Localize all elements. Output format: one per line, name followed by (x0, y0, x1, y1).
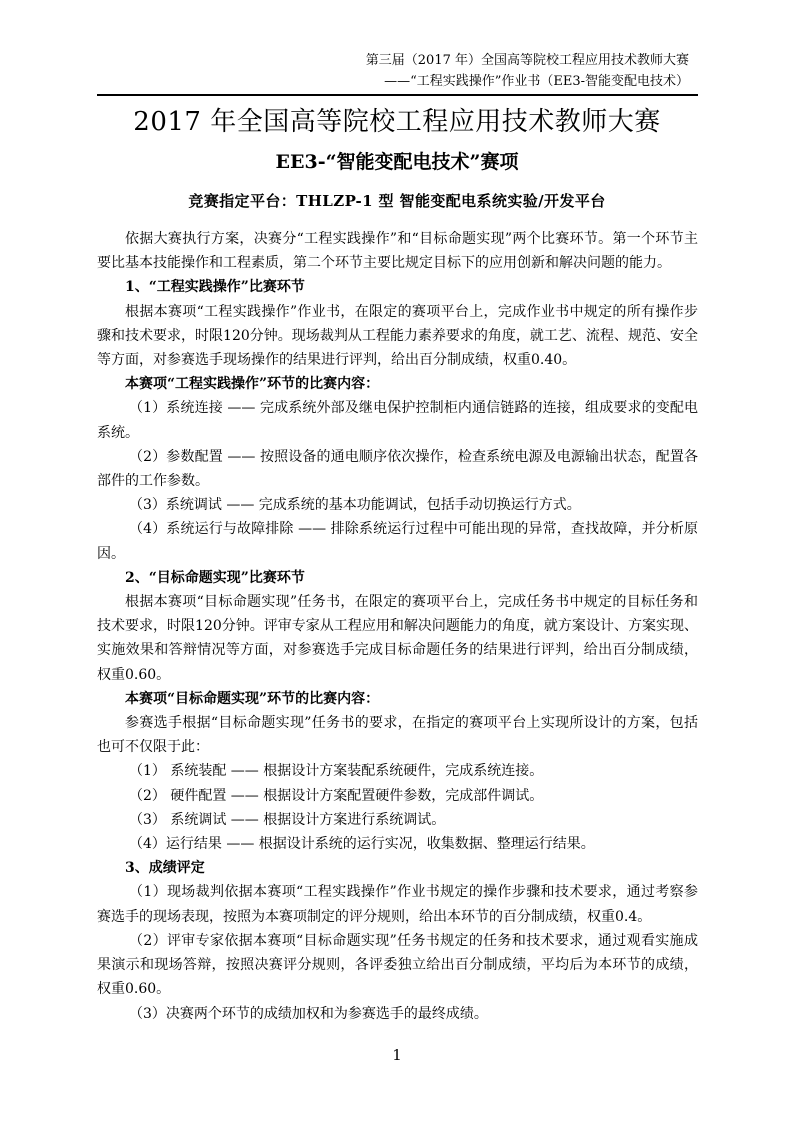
section-2-item: （1） 系统装配 —— 根据设计方案装配系统硬件，完成系统连接。 (129, 763, 544, 780)
platform-line: 竞赛指定平台：THLZP-1 型 智能变配电系统实验/开发平台 (188, 192, 606, 210)
running-header (366, 50, 689, 92)
section-2-item: （2） 硬件配置 —— 根据设计方案配置硬件参数，完成部件调试。 (129, 787, 544, 804)
page-title: 2017 年全国高等院校工程应用技术教师大赛 (133, 107, 661, 137)
page-number: 1 (392, 1046, 402, 1064)
section-2-content-heading: 本赛项“目标命题实现”环节的比赛内容： (125, 690, 380, 707)
header-divider (97, 94, 698, 96)
section-3-item: （2）评审专家依据本赛项“目标命题实现”任务书规定的任务和技术要求，通过观看实施成果演示和现场答辩，按照决赛评分规则，各评委独立给出百分制成绩，平均后为本环节的成绩，权重0.60。 (97, 932, 698, 998)
section-2-heading: 2、“目标命题实现”比赛环节 (125, 569, 305, 586)
section-1-paragraph: 根据本赛项“工程实践操作”作业书，在限定的赛项平台上，完成作业书中规定的所有操作步骤和技术要求，时限120分钟。现场裁判从工程能力素养要求的角度，就工艺、流程、规范、安全等方面，对参赛选手现场操作的结果进行评判，给出百分制成绩，权重0.40。 (97, 303, 698, 369)
section-1-item: （2）参数配置 —— 按照设备的通电顺序依次操作，检查系统电源及电源输出状态，配置各部件的工作参数。 (97, 448, 698, 490)
header-line-1: 第三届（2017 年）全国高等院校工程应用技术教师大赛 (365, 53, 689, 68)
section-2-item: （3） 系统调试 —— 根据设计方案进行系统调试。 (129, 811, 446, 828)
section-3-item: （3）决赛两个环节的成绩加权和为参赛选手的最终成绩。 (129, 1005, 488, 1022)
section-1-item: （3）系统调试 —— 完成系统的基本功能调试，包括手动切换运行方式。 (129, 497, 581, 514)
section-1-item: （4）系统运行与故障排除 —— 排除系统运行过程中可能出现的异常，查找故障，并分析原因。 (97, 521, 698, 562)
section-2-intro: 参赛选手根据“目标命题实现”任务书的要求，在指定的赛项平台上实现所设计的方案，包括也可不仅限于此： (97, 715, 698, 756)
section-2-paragraph: 根据本赛项“目标命题实现”任务书，在限定的赛项平台上，完成任务书中规定的目标任务和技术要求，时限120分钟。评审专家从工程应用和解决问题能力的角度，就方案设计、方案实现、实施效果和答辩情况等方面，对参赛选手完成目标命题任务的结果进行评判，给出百分制成绩，权重0.60。 (97, 594, 698, 683)
section-1-content-heading: 本赛项“工程实践操作”环节的比赛内容： (125, 376, 380, 393)
intro-paragraph: 依据大赛执行方案，决赛分“工程实践操作”和“目标命题实现”两个比赛环节。第一个环节主要比基本技能操作和工程素质，第二个环节主要比规定目标下的应用创新和解决问题的能力。 (97, 231, 698, 272)
section-3-item: （1）现场裁判依据本赛项“工程实践操作”作业书规定的操作步骤和技术要求，通过考察参赛选手的现场表现，按照为本赛项制定的评分规则，给出本环节的百分制成绩，权重0.4。 (97, 884, 698, 925)
section-1-heading: 1、“工程实践操作”比赛环节 (125, 279, 305, 296)
header-line-2: ——“工程实践操作”作业书（EE3-智能变配电技术） (384, 74, 689, 89)
section-2-item: （4）运行结果 —— 根据设计系统的运行实况，收集数据、整理运行结果。 (129, 836, 595, 853)
section-3-heading: 3、成绩评定 (125, 860, 205, 877)
document-body (97, 227, 698, 1026)
page-subtitle: EE3-“智能变配电技术”赛项 (275, 151, 519, 173)
section-1-item: （1）系统连接 —— 完成系统外部及继电保护控制柜内通信链路的连接，组成要求的变配电系统。 (97, 400, 698, 441)
